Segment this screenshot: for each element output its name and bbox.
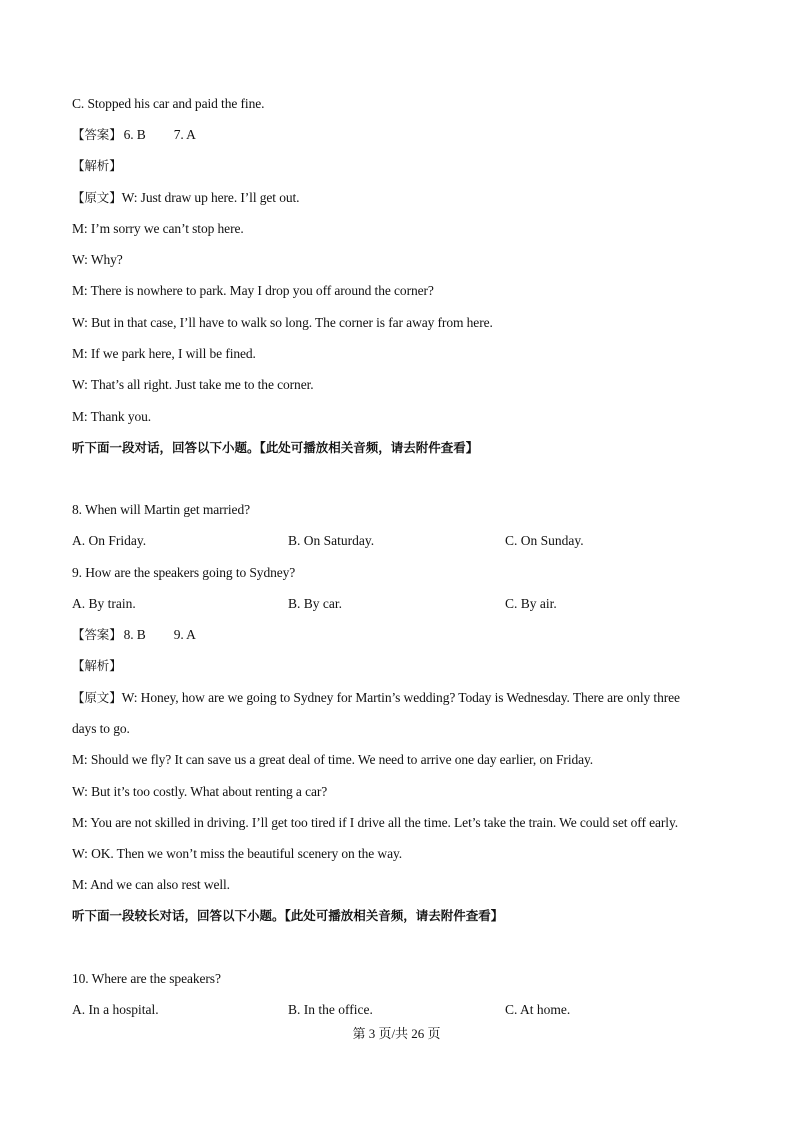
q8-option-b: B. On Saturday. <box>288 533 375 548</box>
q8-option-c: C. On Sunday. <box>505 533 584 548</box>
answer-7: 7. A <box>173 127 196 142</box>
dialogue-line: W: But it’s too costly. What about renting a car? <box>72 784 328 799</box>
listening-instruction-2: 听下面一段较长对话，回答以下小题。【此处可播放相关音频，请去附件查看】 <box>72 908 504 923</box>
answer-9: 9. A <box>173 627 196 642</box>
question-10: 10. Where are the speakers? <box>72 971 221 986</box>
answer-tag: 【答案】 <box>72 627 122 642</box>
question-9: 9. How are the speakers going to Sydney? <box>72 565 296 580</box>
dialogue-line: W: That’s all right. Just take me to the corner. <box>72 377 314 392</box>
question-8: 8. When will Martin get married? <box>72 502 250 517</box>
dialogue-line: M: There is nowhere to park. May I drop you off around the corner? <box>72 283 434 298</box>
q9-option-a: A. By train. <box>72 596 136 611</box>
dialogue-line: days to go. <box>72 721 130 736</box>
dialogue-line: M: You are not skilled in driving. I’ll get too tired if I drive all the time. Let’s take the train. We could set off early. <box>72 815 678 830</box>
answer-line-2 <box>72 626 196 644</box>
q10-option-c: C. At home. <box>505 1002 571 1017</box>
dialogue-line: W: Why? <box>72 252 123 267</box>
transcript-text: W: Just draw up here. I’ll get out. <box>121 190 300 205</box>
dialogue-line: M: Should we fly? It can save us a great deal of time. We need to arrive one day earlier, on Friday. <box>72 752 594 767</box>
q10-option-a: A. In a hospital. <box>72 1002 159 1017</box>
page-number: 第 3 页/共 26 页 <box>352 1026 441 1041</box>
q10-option-b: B. In the office. <box>288 1002 373 1017</box>
q9-option-b: B. By car. <box>288 596 342 611</box>
answer-tag: 【答案】 <box>72 127 122 142</box>
analysis-tag-1: 【解析】 <box>72 158 122 173</box>
dialogue-line: M: And we can also rest well. <box>72 877 230 892</box>
transcript-line-1 <box>72 189 299 207</box>
q9-option-c: C. By air. <box>505 596 557 611</box>
dialogue-line: W: OK. Then we won’t miss the beautiful scenery on the way. <box>72 846 403 861</box>
page-footer <box>0 1025 793 1043</box>
dialogue-line: W: But in that case, I’ll have to walk so long. The corner is far away from here. <box>72 315 493 330</box>
answer-6: 6. B <box>123 127 146 142</box>
q8-option-a: A. On Friday. <box>72 533 147 548</box>
analysis-tag-2: 【解析】 <box>72 658 122 673</box>
listening-instruction-1: 听下面一段对话，回答以下小题。【此处可播放相关音频，请去附件查看】 <box>72 440 479 455</box>
dialogue-line: M: Thank you. <box>72 409 152 424</box>
answer-line-1 <box>72 126 196 144</box>
dialogue-line: M: I’m sorry we can’t stop here. <box>72 221 244 236</box>
transcript-tag: 【原文】 <box>72 190 122 205</box>
transcript-text: W: Honey, how are we going to Sydney for Martin’s wedding? Today is Wednesday. There are only three <box>121 690 680 705</box>
answer-8: 8. B <box>123 627 146 642</box>
option-c-line: C. Stopped his car and paid the fine. <box>72 96 265 111</box>
dialogue-line: M: If we park here, I will be fined. <box>72 346 256 361</box>
transcript-tag: 【原文】 <box>72 690 122 705</box>
transcript-line-2 <box>72 689 680 707</box>
